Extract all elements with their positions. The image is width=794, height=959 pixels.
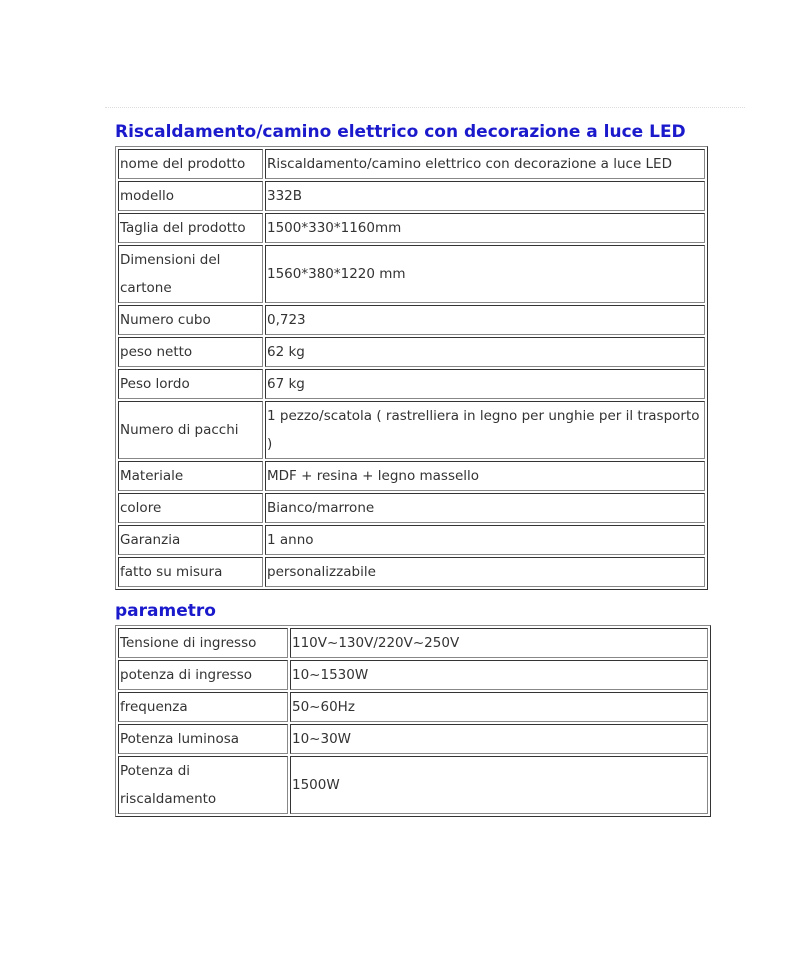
label-cell: Potenza luminosa [118, 724, 288, 754]
table-row [118, 401, 705, 459]
table-row [118, 660, 708, 690]
table-row [118, 245, 705, 303]
value-cell: 62 kg [265, 337, 705, 367]
label-cell: Tensione di ingresso [118, 628, 288, 658]
table-row [118, 692, 708, 722]
value-cell: Bianco/marrone [265, 493, 705, 523]
table-row [118, 525, 705, 555]
value-cell: 10~1530W [290, 660, 708, 690]
value-cell: 1500W [290, 756, 708, 814]
table-row [118, 493, 705, 523]
table-row [118, 305, 705, 335]
label-cell: frequenza [118, 692, 288, 722]
value-cell: 1 pezzo/scatola ( rastrelliera in legno per unghie per il trasporto ) [265, 401, 705, 459]
table-row [118, 213, 705, 243]
table-row [118, 149, 705, 179]
label-cell: Taglia del prodotto [118, 213, 263, 243]
value-cell: 0,723 [265, 305, 705, 335]
label-cell: Peso lordo [118, 369, 263, 399]
value-cell: 1560*380*1220 mm [265, 245, 705, 303]
divider [105, 107, 745, 108]
table-row [118, 557, 705, 587]
label-cell: modello [118, 181, 263, 211]
label-cell: Potenza di riscaldamento [118, 756, 288, 814]
value-cell: 332B [265, 181, 705, 211]
table-row [118, 337, 705, 367]
label-cell: Garanzia [118, 525, 263, 555]
table-row [118, 756, 708, 814]
value-cell: 67 kg [265, 369, 705, 399]
label-cell: fatto su misura [118, 557, 263, 587]
table-row [118, 628, 708, 658]
product-section-title: Riscaldamento/camino elettrico con decorazione a luce LED [115, 122, 686, 142]
product-spec-table [115, 146, 708, 590]
value-cell: personalizzabile [265, 557, 705, 587]
label-cell: peso netto [118, 337, 263, 367]
label-cell: Dimensioni del cartone [118, 245, 263, 303]
table-row [118, 369, 705, 399]
label-cell: Numero cubo [118, 305, 263, 335]
parameter-section-title: parametro [115, 601, 216, 621]
label-cell: Numero di pacchi [118, 401, 263, 459]
value-cell: Riscaldamento/camino elettrico con decorazione a luce LED [265, 149, 705, 179]
label-cell: nome del prodotto [118, 149, 263, 179]
label-cell: potenza di ingresso [118, 660, 288, 690]
value-cell: 1500*330*1160mm [265, 213, 705, 243]
value-cell: 1 anno [265, 525, 705, 555]
value-cell: 10~30W [290, 724, 708, 754]
label-cell: Materiale [118, 461, 263, 491]
table-row [118, 724, 708, 754]
value-cell: 110V~130V/220V~250V [290, 628, 708, 658]
value-cell: MDF + resina + legno massello [265, 461, 705, 491]
parameter-table [115, 625, 711, 817]
table-row [118, 181, 705, 211]
value-cell: 50~60Hz [290, 692, 708, 722]
table-row [118, 461, 705, 491]
label-cell: colore [118, 493, 263, 523]
